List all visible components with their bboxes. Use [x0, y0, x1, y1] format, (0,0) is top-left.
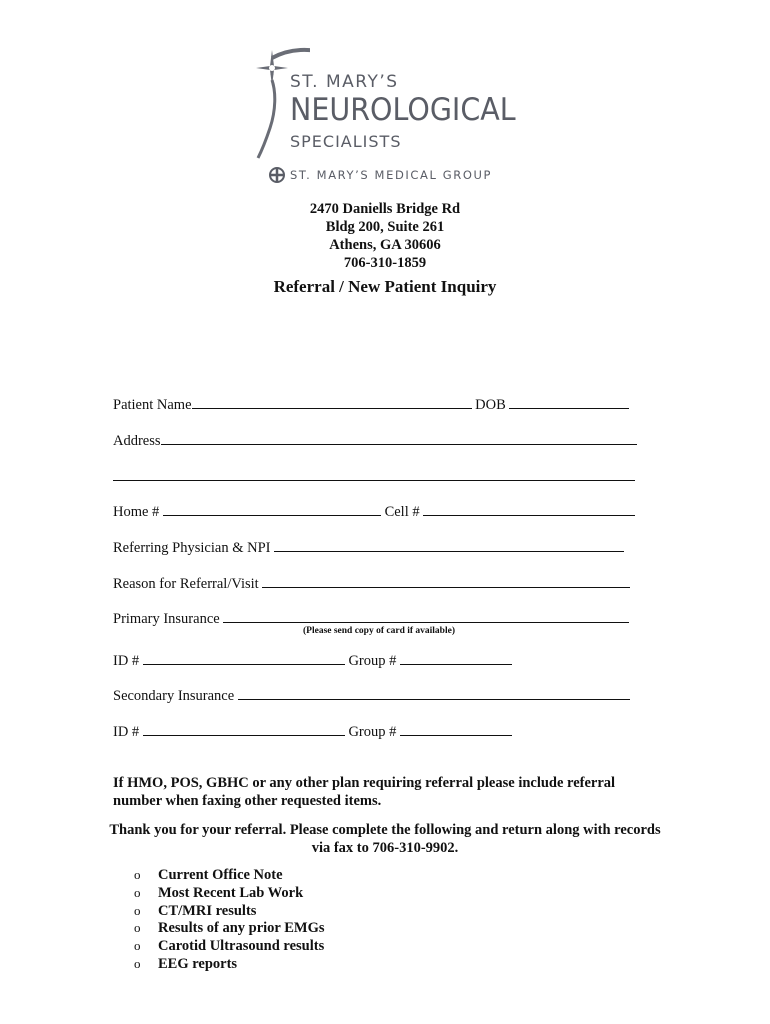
dob-label: DOB — [475, 397, 506, 413]
card-note: (Please send copy of card if available) — [303, 626, 455, 636]
primary-insurance-row — [113, 608, 629, 628]
referring-row — [113, 537, 624, 557]
reason-row — [113, 573, 630, 593]
secondary-insurance-label: Secondary Insurance — [113, 688, 235, 704]
list-item-text: EEG reports — [158, 955, 238, 972]
list-item-text: CT/MRI results — [158, 902, 257, 919]
home-field[interactable] — [163, 501, 381, 516]
bullet-icon: o — [134, 902, 141, 918]
medical-group-text: ST. MARY’S MEDICAL GROUP — [290, 168, 493, 182]
phone-row — [113, 501, 635, 521]
primary-insurance-field[interactable] — [223, 608, 629, 623]
logo-line-3: SPECIALISTS — [290, 132, 402, 151]
group-field-2[interactable] — [400, 721, 512, 736]
thanks-note: Thank you for your referral. Please complete the following and return along with records via fax to 706-310-9902. — [109, 822, 661, 856]
address-line2-row — [113, 466, 635, 486]
cell-label: Cell # — [384, 504, 420, 520]
secondary-insurance-row — [113, 685, 630, 705]
address-street: 2470 Daniells Bridge Rd — [309, 201, 461, 217]
bullet-icon: o — [134, 867, 141, 882]
group-label-2: Group # — [348, 724, 397, 740]
address-suite: Bldg 200, Suite 261 — [325, 219, 445, 235]
cross-icon — [268, 166, 286, 184]
bullet-icon: o — [134, 884, 141, 900]
dob-field[interactable] — [509, 394, 629, 409]
logo-line-1: ST. MARY’S — [290, 72, 399, 92]
home-label: Home # — [113, 504, 160, 520]
patient-name-row — [113, 394, 629, 414]
reason-label: Reason for Referral/Visit — [113, 576, 259, 592]
hmo-note: If HMO, POS, GBHC or any other plan requiring referral please include referral number when faxing other requested items. — [113, 775, 616, 809]
id-label: ID # — [113, 653, 140, 669]
list-item-text: Current Office Note — [158, 867, 283, 883]
secondary-insurance-field[interactable] — [238, 685, 630, 700]
page-title: Referral / New Patient Inquiry — [273, 277, 497, 296]
list-item-text: Most Recent Lab Work — [158, 884, 304, 901]
address-field[interactable] — [161, 430, 637, 445]
list-item — [134, 955, 325, 973]
group-field[interactable] — [400, 650, 512, 665]
medical-group — [268, 166, 492, 184]
cell-field[interactable] — [423, 501, 635, 516]
address-phone: 706-310-1859 — [343, 255, 427, 271]
list-item — [134, 902, 325, 920]
logo-line-2: NEUROLOGICAL — [290, 92, 516, 128]
address-field-2[interactable] — [113, 466, 635, 481]
id-field[interactable] — [143, 650, 345, 665]
id-label-2: ID # — [113, 724, 140, 740]
bullet-icon: o — [134, 920, 141, 936]
primary-insurance-label: Primary Insurance — [113, 611, 220, 627]
list-item-text: Results of any prior EMGs — [158, 920, 325, 937]
bullet-icon: o — [134, 955, 141, 971]
reason-field[interactable] — [262, 573, 630, 588]
address-label: Address — [113, 433, 161, 449]
patient-name-field[interactable] — [192, 394, 472, 409]
logo — [250, 40, 530, 190]
secondary-id-row — [113, 721, 512, 741]
primary-id-row — [113, 650, 512, 670]
list-item — [134, 884, 325, 902]
referring-label: Referring Physician & NPI — [113, 540, 271, 556]
address-city: Athens, GA 30606 — [329, 237, 441, 253]
id-field-2[interactable] — [143, 721, 345, 736]
patient-name-label: Patient Name — [113, 397, 192, 413]
group-label: Group # — [348, 653, 397, 669]
list-item — [134, 919, 325, 937]
referring-field[interactable] — [274, 537, 624, 552]
checklist — [134, 866, 325, 973]
list-item — [134, 866, 325, 884]
bullet-icon: o — [134, 938, 141, 954]
list-item-text: Carotid Ultrasound results — [158, 938, 325, 955]
address-row — [113, 430, 637, 450]
list-item — [134, 937, 325, 955]
